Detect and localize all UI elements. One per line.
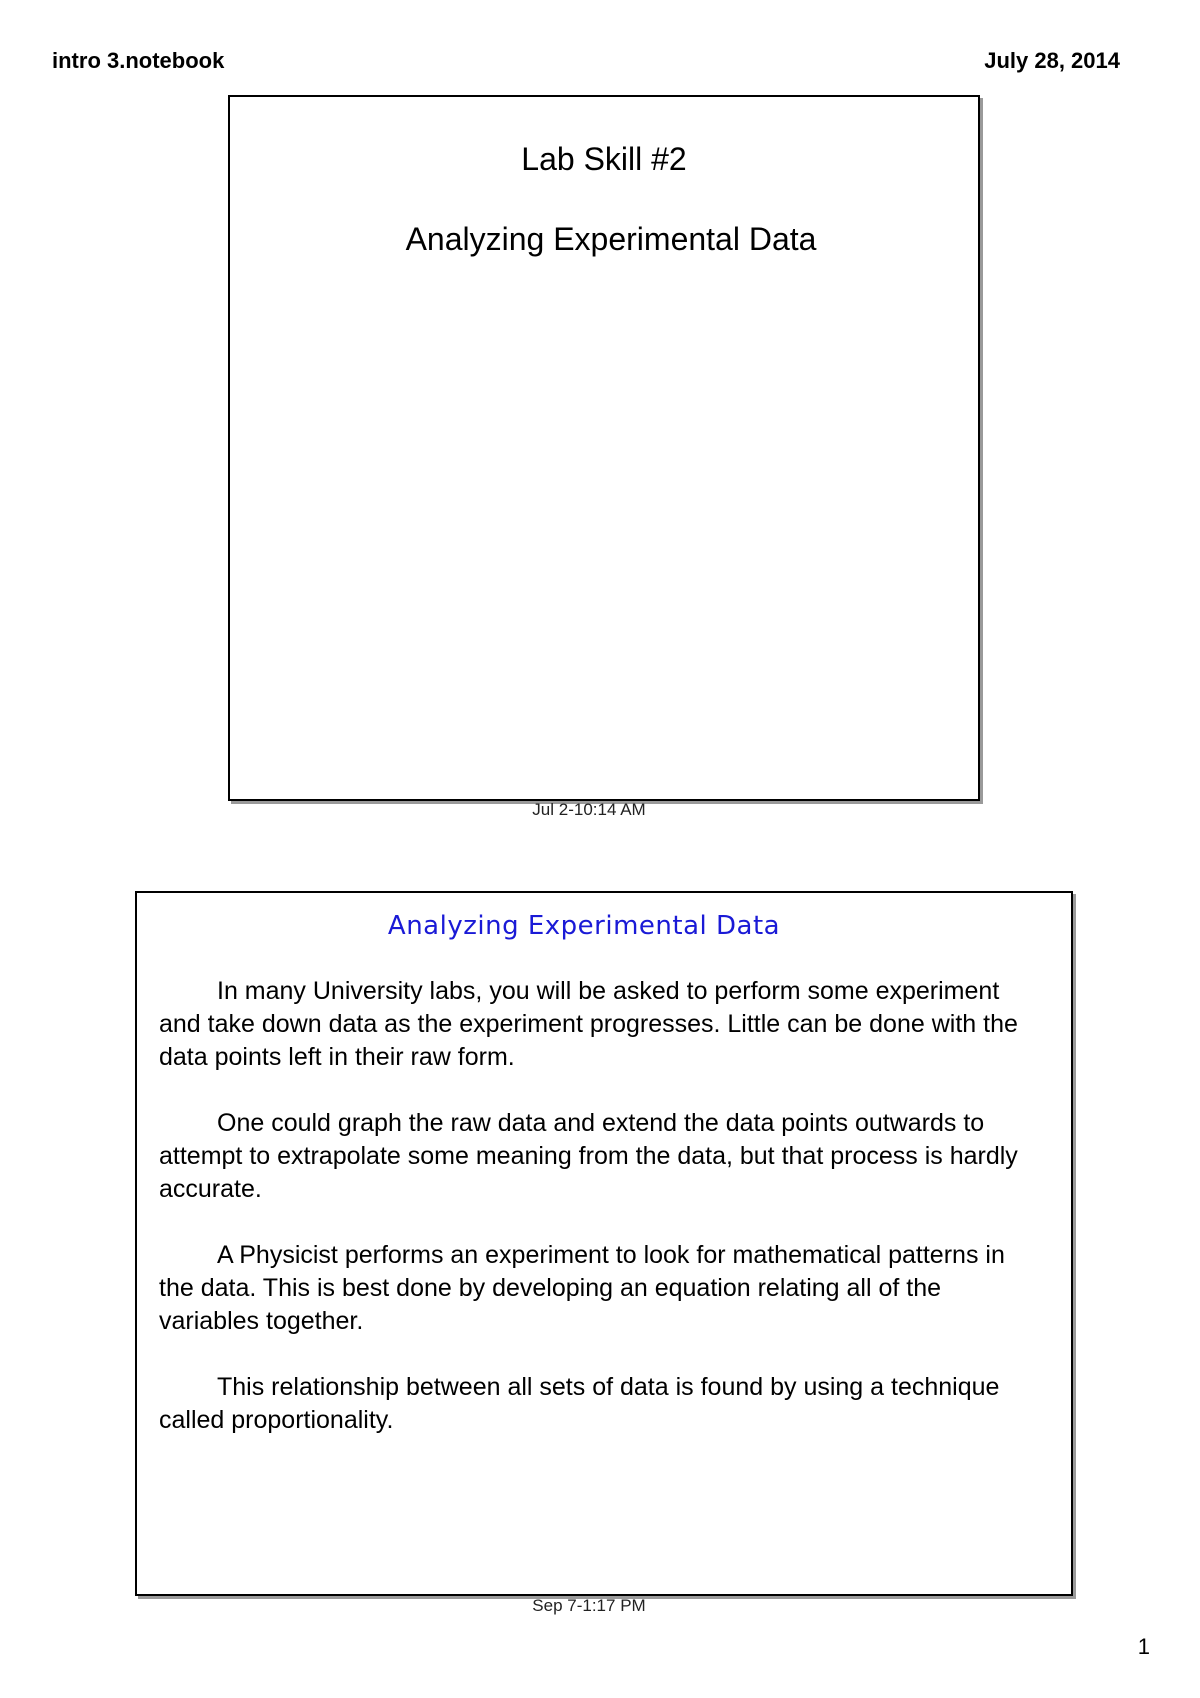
- slide-2-heading: Analyzing Experimental Data: [387, 911, 781, 941]
- slide-2: [135, 891, 1073, 1596]
- slide-2-body: [159, 975, 1031, 1470]
- slide-1-subtitle: Analyzing Experimental Data: [405, 221, 817, 257]
- slide-1-title: Lab Skill #2: [521, 141, 687, 177]
- slide-2-paragraph: A Physicist performs an experiment to look for mathematical patterns in the data. This is best done by developing an equation relating all of the variables together.: [159, 1241, 1005, 1335]
- slide-2-paragraph: In many University labs, you will be asked to perform some experiment and take down data as the experiment progresses. Little can be done with the data points left in their raw form.: [159, 977, 1018, 1071]
- notebook-file-name: intro 3.notebook: [52, 48, 225, 73]
- page-date: July 28, 2014: [984, 48, 1120, 73]
- page-number: 1: [1137, 1634, 1150, 1659]
- slide-2-paragraph: This relationship between all sets of data is found by using a technique called proportionality.: [159, 1373, 1000, 1434]
- slide-1: [228, 95, 980, 801]
- slide-1-timestamp: Jul 2-10:14 AM: [532, 800, 646, 819]
- slide-2-timestamp: Sep 7-1:17 PM: [532, 1596, 646, 1615]
- slide-2-paragraph: One could graph the raw data and extend the data points outwards to attempt to extrapolate some meaning from the data, but that process is hardly accurate.: [159, 1109, 1018, 1203]
